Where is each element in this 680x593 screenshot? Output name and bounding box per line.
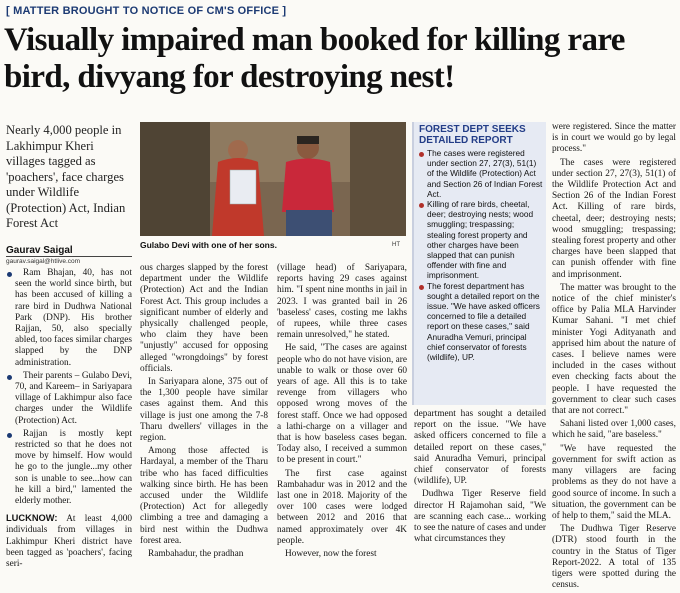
bullet-item: Their parents – Gulabo Devi, 70, and Kareem– in Sariyapara village of Lakhimpur also face charges under the Wildlife (Protection) Act. <box>6 371 132 427</box>
sidebar-title: FOREST DEPT SEEKS DETAILED REPORT <box>419 124 526 146</box>
dateline: LUCKNOW: <box>6 513 58 524</box>
byline-rule <box>6 256 132 257</box>
article-column-1 <box>6 268 132 572</box>
byline-email: gaurav.saigal@htlive.com <box>6 258 81 265</box>
deck: Nearly 4,000 people in Lakhimpur Kheri villages tagged as 'poachers', face charges under Wildlife (Protection) Act, Indian Forest Act <box>6 123 126 230</box>
lead-paragraph <box>6 513 132 570</box>
paragraph: (village head) of Sariyapara, reports having 29 cases against him. "I spent nine months in jail in 2023. I was granted bail in 26 'baseless' cases, costing me lakhs of rupees, while three cases remain unresolved," he stated. <box>277 263 407 341</box>
paragraph: He said, "The cases are against people who do not have vision, are unable to walk or those over 60 years of age. All this is to take revenge from villagers who opposed wrong moves of the forest staff. Once we had opposed a lathi-charge on a villager and that is how baseless cases began. Today also, I received a summon to be present in court." <box>277 343 407 466</box>
article-column-4 <box>414 409 546 547</box>
paragraph: Rambahadur, the pradhan <box>148 549 244 560</box>
paragraph: The first case against Rambahadur was in 2012 and the last one in 2018. Majority of the over 100 cases were lodged between 2012 and 2016 that named approximately over 4K people. <box>277 468 407 546</box>
lead-text: At least 4,000 individuals from villages in Lakhimpur Kheri district have been tagged as 'poachers', facing seri- <box>6 514 132 570</box>
paragraph: Dudhwa Tiger Reserve field director H Rajamohan said, "We are scanning each case... working to see the nature of cases and under what circumstances they <box>414 489 546 545</box>
article-column-3 <box>277 263 407 562</box>
bullet-item: Rajjan is mostly kept restricted so that he does not move by himself. How would he go to the jungle...my other son is unable to see...how can he kill a bird," lamented the elderly mother. <box>6 429 132 507</box>
article-column-2 <box>140 263 268 562</box>
news-photo <box>140 122 406 236</box>
paragraph: department has sought a detailed report on the issue. "We have asked officers concerned to file a detailed report on these cases," said Anuradha Vemuri, principal chief conservator of forests (wildlife), UP. <box>414 409 546 487</box>
sidebar-item: The cases were registered under section 27, 27(3), 51(1) of the Wildlife (Protection) Act and Section 26 of Indian Forest Act. <box>418 148 544 199</box>
paragraph: were registered. Since the matter is in court we would go by legal process." <box>552 122 676 155</box>
paragraph: Sahani listed over 1,000 cases, which he said, "are baseless." <box>552 419 676 441</box>
bullet-item: Ram Bhajan, 40, has not seen the world since birth, but has been accused of killing a rare bird in Dudhwa National Park (DNP). His brother Rajjan, 50, also specially abled, too faces similar charges slapped by the DNP administration. <box>6 268 132 369</box>
photo-credit: HT <box>392 242 400 248</box>
sidebar-item: The forest department has sought a detailed report on the issue. "We have asked officers concerned to file a detailed report on these cases," said Anuradha Vemuri, principal chief conservator of forests (wildlife), UP. <box>418 281 544 363</box>
article-column-5 <box>552 122 676 593</box>
headline: Visually impaired man booked for killing rare bird, divyang for destroying nest! <box>4 22 625 95</box>
sidebar-item: Killing of rare birds, cheetal, deer; destroying nests; wood smuggling; trespassing; stealing forest property and other charges have been slapped that can punish offender with fine and imprisonment. <box>418 199 544 281</box>
byline: Gaurav Saigal <box>6 245 73 256</box>
paragraph: In Sariyapara alone, 375 out of the 1,300 people have similar cases against them. And this village is just one among the 7-8 Tharu dwellers' villages in the region. <box>140 377 268 444</box>
sidebar-rule <box>412 122 414 405</box>
kicker: [ MATTER BROUGHT TO NOTICE OF CM'S OFFICE ] <box>6 5 287 17</box>
photo-illustration <box>140 122 406 236</box>
paragraph: The Dudhwa Tiger Reserve (DTR) stood fourth in the country in the Status of Tiger Report-2022. A total of 135 tigers were spotted during the census. <box>552 524 676 591</box>
sidebar-list <box>418 148 544 362</box>
paragraph: However, now the forest <box>285 549 377 560</box>
paragraph: "We have requested the government for swift action as many villagers are facing problems as they do not have a good source of income. In such a situation, the government can be of help to them," said the MLA. <box>552 443 676 521</box>
paragraph: ous charges slapped by the forest department under the Wildlife (Protection) Act and the Indian Forest Act. This group includes a significant number of elderly and physically challenged people, who claim they have been "unjustly" accused for opposing alleged "wrongdoings" by forest officials. <box>140 263 268 374</box>
paragraph: Among those affected is Hardayal, a member of the Tharu tribe who has faced difficulties walking since birth. He has been accused under the Wildlife (Protection) Act for allegedly climbing a tree and damaging a bird nest within the Dudhwa forest area. <box>140 446 268 546</box>
photo-caption: Gulabo Devi with one of her sons. <box>140 240 277 250</box>
paragraph: The matter was brought to the notice of the chief minister's office by Palia MLA Harvinder Kumar Sahani. "I met chief minister Yogi Adityanath and apprised him about the nature of cases. I believe names were included in the cases without even checking facts about the people. I have requested the government to clear such cases that are not correct." <box>552 282 676 417</box>
paragraph: The cases were registered under section 27, 27(3), 51(1) of the Wildlife Protection Act and Section 26 of the Indian Forest Act. Killing of rare birds, cheetal, deer; destroying nests; wood smuggling; trespassing; stealing forest property and other charges have been slapped that can punish offender with fine and imprisonment. <box>552 157 676 280</box>
